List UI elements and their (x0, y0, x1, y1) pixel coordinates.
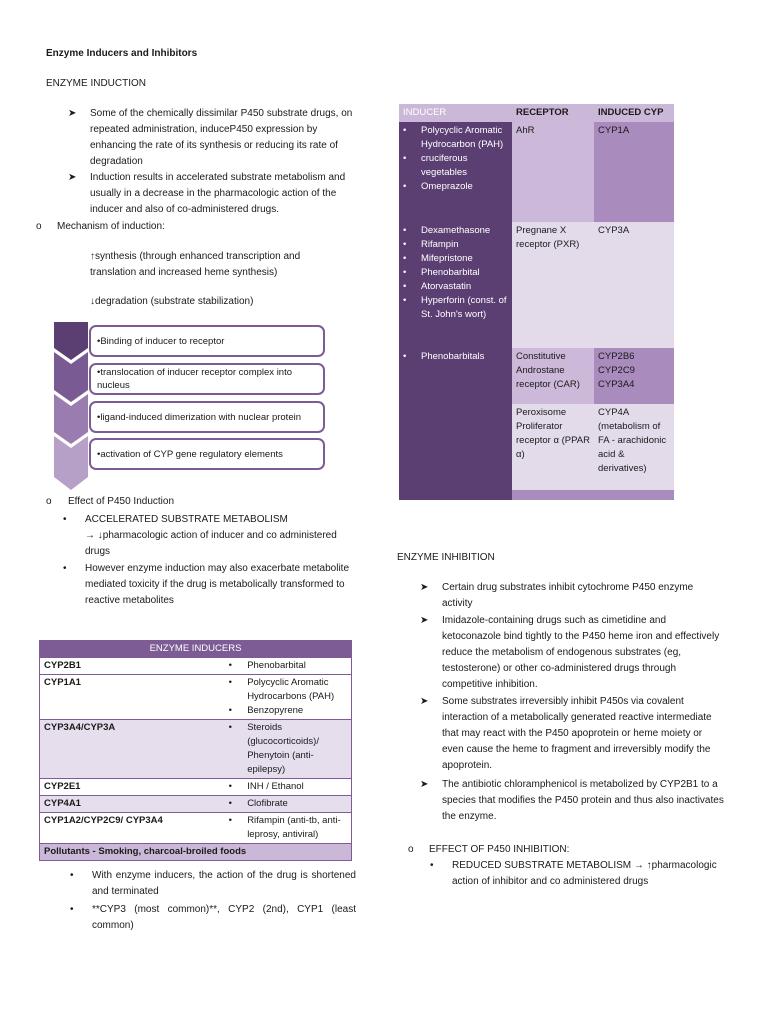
arrow-bullet-icon: ➤ (420, 696, 429, 707)
induction-heading: ENZYME INDUCTION (46, 78, 146, 89)
table-row: • Dexamethasone • Rifampin • Mifepristone • Phenobarbital • Atorvastatin • Hyperforin (const. of St. John's wort) Pregnane X receptor (PXR) CYP3A (399, 222, 674, 348)
circle-bullet-icon: o (408, 844, 414, 855)
chevron-1 (54, 322, 88, 360)
receptor-header: RECEPTOR (512, 104, 594, 122)
synthesis-line: ↑synthesis (through enhanced transcription and translation and increased heme synthesis) (90, 251, 301, 278)
mechanism-label: Mechanism of induction: (57, 221, 165, 232)
induced-cyp-header: INDUCED CYP (594, 104, 674, 122)
note-2: • **CYP3 (most common)**, CYP2 (2nd), CYP1 (least common) (70, 904, 356, 931)
inhibition-bullet-3: ➤ Some substrates irreversibly inhibit P450s via covalent interaction of a metabolically generated reactive intermediate that may react with the P450 apoprotein or heme moiety or even cause the heme to fragment and irreversibly modify the apoprotein. (420, 696, 712, 771)
inhibition-bullet-2: ➤ Imidazole-containing drugs such as cimetidine and ketoconazole bind tightly to the P450 heme iron and effectively reduce the metabolism of endogenous substrates (eg, testosterone) or other co-administered drugs through competitive inhibition. (420, 615, 720, 690)
circle-bullet-icon: o (36, 221, 42, 232)
table-row: CYP1A2/CYP2C9/ CYP3A4 • Rifampin (anti-tb, anti-leprosy, antiviral) (40, 813, 352, 844)
table-row: CYP2B1 • Phenobarbital (40, 658, 352, 675)
enzyme-inducers-title: ENZYME INDUCERS (40, 641, 352, 658)
table-row: CYP2E1 • INH / Ethanol (40, 779, 352, 796)
page-title: Enzyme Inducers and Inhibitors (46, 48, 198, 59)
inducer-header: INDUCER (399, 104, 512, 122)
enzyme-inducers-table (39, 640, 352, 861)
inhibition-heading: ENZYME INHIBITION (397, 552, 495, 563)
inducer-receptor-table (399, 104, 674, 500)
bullet-icon: • (430, 860, 434, 871)
arrow-bullet-icon: ➤ (68, 172, 77, 183)
bullet-icon: • (70, 870, 74, 881)
inhibition-bullet-4: ➤ The antibiotic chloramphenicol is metabolized by CYP2B1 to a species that modifies the P450 protein and thus also inactivates the enzyme. (420, 779, 724, 822)
table-row: CYP4A1 • Clofibrate (40, 796, 352, 813)
process-step-1: •Binding of inducer to receptor (89, 325, 325, 357)
process-chevrons (54, 322, 94, 492)
bullet-icon: • (63, 514, 67, 525)
arrow-bullet-icon: ➤ (420, 779, 429, 790)
arrow-bullet-icon: ➤ (420, 615, 429, 626)
process-step-2: •translocation of inducer receptor complex into nucleus (89, 363, 325, 395)
inhibition-bullet-1: ➤ Certain drug substrates inhibit cytochrome P450 enzyme activity (420, 582, 694, 609)
table-row: Peroxisome Proliferator receptor α (PPAR α) CYP4A (metabolism of FA - arachidonic acid & derivatives) (399, 404, 674, 490)
effect-item-2: • However enzyme induction may also exacerbate metabolite mediated toxicity if the drug is metabolically transformed to reactive metabolites (63, 563, 350, 606)
circle-bullet-icon: o (46, 496, 52, 507)
note-1: • With enzyme inducers, the action of the drug is shortened and terminated (70, 870, 356, 897)
effect-label: Effect of P450 Induction (68, 496, 175, 507)
induction-bullet-2: ➤ Induction results in accelerated substrate metabolism and usually in a decrease in the pharmacologic action of the inducer and also of co-administered drugs. (68, 172, 346, 215)
effect-item-1: • ACCELERATED SUBSTRATE METABOLISM → ↓pharmacologic action of inducer and co administered drugs (63, 514, 337, 557)
table-row: • Phenobarbitals Constitutive Androstane receptor (CAR) CYP2B6 CYP2C9 CYP3A4 (399, 348, 674, 404)
table-row: CYP3A4/CYP3A • Steroids (glucocorticoids)/ Phenytoin (anti-epilepsy) (40, 720, 352, 779)
inhibition-effect-item: • REDUCED SUBSTRATE METABOLISM → ↑pharmacologic action of inhibitor and co administered drugs (430, 860, 717, 887)
bullet-icon: • (70, 904, 74, 915)
process-step-3: •ligand-induced dimerization with nuclear protein (89, 401, 325, 433)
table-row: CYP1A1 • • Polycyclic Aromatic Hydrocarbons (PAH) Benzopyrene (40, 675, 352, 720)
inhibition-effect-label: EFFECT OF P450 INHIBITION: (429, 844, 570, 855)
arrow-bullet-icon: ➤ (68, 108, 77, 119)
degradation-line: ↓degradation (substrate stabilization) (90, 296, 254, 307)
pollutants-row: Pollutants - Smoking, charcoal-broiled foods (40, 844, 352, 861)
process-step-4: •activation of CYP gene regulatory elements (89, 438, 325, 470)
induction-bullet-1: ➤ Some of the chemically dissimilar P450 substrate drugs, on repeated administration, induceP450 expression by enhancing the rate of its synthesis or reducing its rate of degradation (68, 108, 353, 167)
arrow-bullet-icon: ➤ (420, 582, 429, 593)
table-row: • Polycyclic Aromatic Hydrocarbon (PAH) • cruciferous vegetables • Omeprazole AhR CYP1A (399, 122, 674, 222)
bullet-icon: • (63, 563, 67, 574)
chevron-4 (54, 436, 88, 490)
